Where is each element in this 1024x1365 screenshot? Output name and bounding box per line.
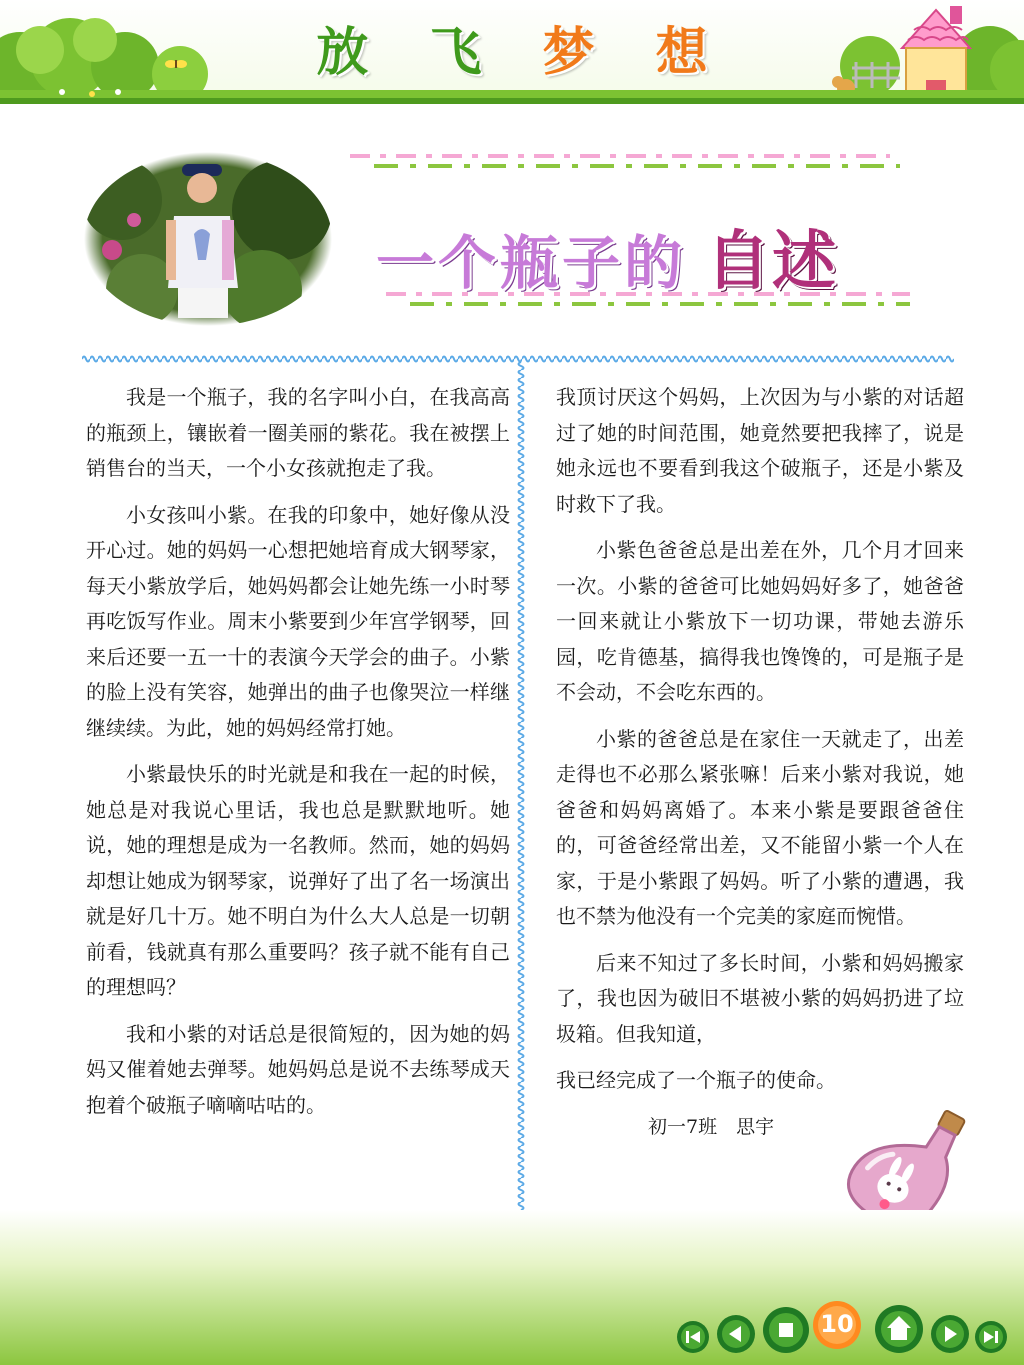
author-signature: 初一7班 思宇 (648, 1115, 775, 1138)
paragraph: 我顶讨厌这个妈妈，上次因为与小紫的对话超过了她的时间范围，她竟然要把我摔了，说是她永远也不要看到我这个破瓶子，还是小紫及时救下了我。 (556, 385, 964, 516)
home-icon[interactable] (874, 1304, 924, 1354)
butterfly-icon (165, 60, 187, 68)
last-page-icon[interactable] (974, 1320, 1008, 1354)
paragraph: 我和小紫的对话总是很简短的，因为她的妈妈又催着她去弹琴。她妈妈总是说不去练琴成天抱着个破瓶子嘀嘀咕咕的。 (86, 1021, 510, 1117)
article-title: 一个瓶子的 (376, 229, 687, 297)
header-title-char: 想 (655, 23, 708, 83)
right-text-column (556, 380, 964, 1145)
first-page-icon[interactable] (676, 1320, 710, 1354)
prev-page-icon[interactable] (716, 1314, 756, 1354)
author-photo (82, 150, 334, 328)
header-scenery (0, 0, 1024, 104)
left-text-column (86, 380, 510, 1134)
header-banner (0, 0, 1024, 104)
paragraph: 小紫色爸爸总是出差在外，几个月才回来一次。小紫的爸爸可比她妈妈好多了，她爸爸一回来就让小紫放下一切功课，带她去游乐园，吃肯德基，搞得我也馋馋的，可是瓶子是不会动，不会吃东西的。 (556, 538, 964, 704)
closing-line: 我已经完成了一个瓶子的使命。 (556, 1068, 836, 1092)
stop-icon[interactable] (762, 1306, 810, 1354)
paragraph: 我是一个瓶子，我的名字叫小白，在我高高的瓶颈上，镶嵌着一圈美丽的紫花。我在被摆上销售台的当天，一个小女孩就抱走了我。 (86, 385, 510, 480)
next-page-icon[interactable] (930, 1314, 970, 1354)
paragraph: 后来不知过了多长时间，小紫和妈妈搬家了，我也因为破旧不堪被小紫的妈妈扔进了垃圾箱。但我知道， (556, 950, 964, 1046)
header-title-char: 飞 (429, 23, 482, 83)
page-number: 10 (820, 1310, 854, 1338)
girl-photo-image (82, 150, 334, 328)
paragraph: 小紫最快乐的时光就是和我在一起的时候，她总是对我说心里话，我也总是默默地听。她说，她的理想是成为一名教师。然而，她的妈妈却想让她成为钢琴家，说弹好了出了名一场演出就是好几十万。她不明白为什么大人总是一切朝前看，钱就真有那么重要吗？孩子就不能有自己的理想吗？ (86, 762, 510, 999)
header-title-char: 梦 (542, 23, 595, 83)
paragraph: 小女孩叫小紫。在我的印象中，她好像从没开心过。她的妈妈一心想把她培育成大钢琴家，每天小紫放学后，她妈妈都会让她先练一小时琴再吃饭写作业。周末小紫要到少年宫学钢琴，回来后还要一五一十的表演今天学会的曲子。小紫的脸上没有笑容，她弹出的曲子也像哭泣一样继继续续。为此，她的妈妈经常打她。 (86, 502, 510, 740)
bottle-icon (828, 1098, 978, 1228)
column-wavy-divider (516, 362, 526, 1220)
page-navigation (676, 1300, 1016, 1360)
paragraph: 小紫的爸爸总是在家住一天就走了，出差走得也不必那么紧张嘛！后来小紫对我说，她爸爸和妈妈离婚了。本来小紫是要跟爸爸住的，可爸爸经常出差，又不能留小紫一个人在家，于是小紫跟了妈妈。听了小紫的遭遇，我也不禁为他没有一个完美的家庭而惋惜。 (556, 726, 964, 928)
header-title-char: 放 (316, 23, 369, 83)
article-title-block (350, 150, 910, 310)
article-title-accent: 自述 (706, 225, 839, 299)
